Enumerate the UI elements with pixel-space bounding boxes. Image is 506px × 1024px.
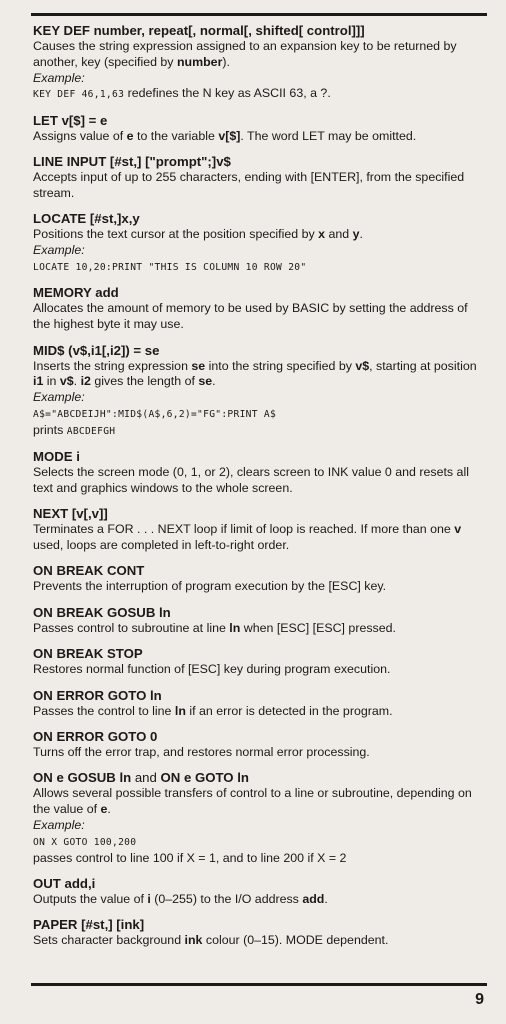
example-code: ABCDEFGH bbox=[66, 425, 116, 437]
command-heading: LINE INPUT [#st,] ["prompt";]v$ bbox=[33, 154, 231, 170]
command-entry bbox=[33, 875, 485, 908]
command-entry bbox=[33, 342, 485, 440]
command-description bbox=[33, 227, 485, 243]
description-text: . bbox=[359, 227, 363, 242]
command-entry bbox=[33, 505, 485, 554]
description-keyword: v$ bbox=[59, 374, 74, 389]
command-heading: ON BREAK STOP bbox=[33, 646, 143, 662]
command-entry bbox=[33, 728, 485, 761]
description-text: into the string specified by bbox=[205, 358, 356, 373]
description-keyword: add bbox=[302, 892, 325, 907]
example-code: ON X GOTO 100,200 bbox=[33, 836, 137, 848]
description-text: Terminates a FOR . . . NEXT loop if limit of loop is reached. If more than one bbox=[33, 522, 455, 537]
command-entry bbox=[33, 769, 485, 866]
manual-content bbox=[33, 22, 485, 958]
description-text: Restores normal function of [ESC] key during program execution. bbox=[33, 662, 391, 677]
command-entry bbox=[33, 22, 485, 103]
command-description bbox=[33, 621, 485, 637]
description-keyword: v[$] bbox=[218, 128, 241, 143]
description-text: Passes the control to line bbox=[33, 703, 175, 718]
description-text: Accepts input of up to 255 characters, ending with [ENTER], from the specified stream. bbox=[33, 170, 465, 200]
description-text: when [ESC] [ESC] pressed. bbox=[240, 620, 396, 635]
command-heading: MID$ (v$,i1[,i2]) = se bbox=[33, 342, 160, 358]
description-text: Turns off the error trap, and restores normal error processing. bbox=[33, 745, 370, 760]
description-text: Causes the string expression assigned to an expansion key to be returned by another, key (specified by bbox=[33, 39, 457, 69]
description-text: Prevents the interruption of program execution by the [ESC] key. bbox=[33, 579, 387, 594]
description-text: ). bbox=[222, 54, 230, 69]
example-text: prints bbox=[33, 422, 67, 437]
command-description bbox=[33, 39, 485, 71]
example-line bbox=[33, 851, 485, 867]
heading-part: ON e GOTO ln bbox=[160, 770, 249, 786]
command-heading: MODE i bbox=[33, 449, 80, 465]
description-text: Allows several possible transfers of control to a line or subroutine, depending on the value of bbox=[33, 786, 472, 817]
description-text: . The word LET may be omitted. bbox=[240, 128, 417, 143]
heading-part: ON e GOSUB ln bbox=[33, 770, 132, 786]
command-heading: ON BREAK GOSUB ln bbox=[33, 604, 171, 620]
description-text: Inserts the string expression bbox=[33, 358, 192, 373]
command-heading: KEY DEF number, repeat[, normal[, shifted[ control]]] bbox=[33, 23, 365, 38]
example-code: LOCATE 10,20:PRINT "THIS IS COLUMN 10 ROW 20" bbox=[33, 261, 307, 273]
description-text: (0–255) to the I/O address bbox=[150, 892, 303, 907]
command-description bbox=[33, 662, 485, 678]
description-text: colour (0–15). MODE dependent. bbox=[202, 933, 389, 948]
example-label: Example: bbox=[33, 70, 85, 85]
command-description bbox=[33, 170, 485, 202]
description-keyword: se bbox=[198, 374, 213, 389]
command-heading: LET v[$] = e bbox=[33, 112, 108, 128]
description-keyword: ink bbox=[184, 933, 203, 948]
example-line bbox=[33, 406, 485, 423]
command-heading: ON ERROR GOTO 0 bbox=[33, 729, 158, 745]
command-entry bbox=[33, 916, 485, 949]
description-text: Assigns value of bbox=[33, 128, 127, 143]
description-keyword: se bbox=[191, 358, 206, 373]
example-line bbox=[33, 86, 485, 103]
command-entry bbox=[33, 562, 485, 595]
description-text: , starting at position bbox=[369, 358, 477, 373]
command-entry bbox=[33, 112, 485, 145]
description-keyword: ln bbox=[229, 620, 241, 635]
command-heading: NEXT [v[,v]] bbox=[33, 506, 108, 522]
command-heading: ON BREAK CONT bbox=[33, 563, 145, 579]
description-keyword: ln bbox=[174, 703, 186, 718]
command-heading: OUT add,i bbox=[33, 876, 96, 892]
description-keyword: x bbox=[318, 227, 326, 242]
description-text: . bbox=[324, 892, 328, 907]
heading-part: and bbox=[131, 770, 161, 786]
description-keyword: i bbox=[147, 892, 151, 907]
description-text: and bbox=[325, 227, 353, 242]
description-text: Allocates the amount of memory to be used by BASIC by setting the address of the highest byte it may use. bbox=[33, 301, 468, 332]
command-description bbox=[33, 522, 485, 554]
command-entry bbox=[33, 604, 485, 637]
description-text: Selects the screen mode (0, 1, or 2), clears screen to INK value 0 and resets all text and graphics windows to the whole screen. bbox=[33, 465, 469, 495]
command-description bbox=[33, 892, 485, 908]
example-label: Example: bbox=[33, 243, 85, 258]
description-text: in bbox=[43, 374, 60, 389]
command-entry bbox=[33, 284, 485, 333]
description-text: . bbox=[107, 802, 111, 817]
description-keyword: number bbox=[176, 54, 223, 69]
command-heading: ON ERROR GOTO ln bbox=[33, 687, 162, 703]
description-keyword: v$ bbox=[355, 358, 370, 373]
example-line bbox=[33, 834, 485, 851]
command-heading: LOCATE [#st,]x,y bbox=[33, 211, 140, 227]
command-heading bbox=[33, 769, 485, 786]
description-keyword: i1 bbox=[33, 374, 44, 389]
example-label: Example: bbox=[33, 818, 85, 833]
description-text: Positions the text cursor at the position specified by bbox=[33, 227, 319, 242]
example-line bbox=[33, 259, 485, 276]
command-entry bbox=[33, 153, 485, 202]
command-entry bbox=[33, 210, 485, 275]
command-description bbox=[33, 745, 485, 761]
command-heading: PAPER [#st,] [ink] bbox=[33, 917, 145, 933]
description-text: . bbox=[212, 374, 216, 389]
command-description bbox=[33, 579, 485, 595]
description-text: to the variable bbox=[133, 128, 219, 143]
command-description bbox=[33, 359, 485, 391]
example-line bbox=[33, 423, 485, 440]
page-number: 9 bbox=[475, 991, 484, 1008]
command-description bbox=[33, 933, 485, 949]
description-keyword: e bbox=[126, 128, 134, 143]
example-text: redefines the N key as ASCII 63, a ?. bbox=[124, 86, 331, 101]
description-keyword: e bbox=[100, 802, 108, 817]
example-label: Example: bbox=[33, 390, 85, 405]
description-keyword: i2 bbox=[80, 374, 91, 389]
example-text: passes control to line 100 if X = 1, and to line 200 if X = 2 bbox=[33, 850, 347, 865]
command-heading: MEMORY add bbox=[33, 285, 119, 301]
description-text: Passes control to subroutine at line bbox=[33, 620, 230, 635]
description-text: used, loops are completed in left-to-right order. bbox=[33, 538, 290, 553]
top-rule bbox=[31, 13, 487, 16]
command-description bbox=[33, 704, 485, 720]
command-entry bbox=[33, 645, 485, 678]
command-description bbox=[33, 786, 485, 818]
bottom-rule bbox=[31, 983, 487, 986]
command-description bbox=[33, 465, 485, 497]
example-code: KEY DEF 46,1,63 bbox=[33, 89, 125, 101]
example-code: A$="ABCDEIJH":MID$(A$,6,2)="FG":PRINT A$ bbox=[33, 408, 277, 420]
description-keyword: y bbox=[352, 227, 360, 242]
description-text: gives the length of bbox=[90, 374, 199, 389]
command-entry bbox=[33, 687, 485, 720]
command-description bbox=[33, 301, 485, 333]
description-keyword: v bbox=[454, 522, 462, 537]
description-text: if an error is detected in the program. bbox=[185, 703, 393, 718]
description-text: Sets character background bbox=[33, 933, 185, 948]
command-entry bbox=[33, 448, 485, 497]
command-description bbox=[33, 129, 485, 145]
description-text: . bbox=[73, 374, 81, 389]
description-text: Outputs the value of bbox=[33, 892, 148, 907]
